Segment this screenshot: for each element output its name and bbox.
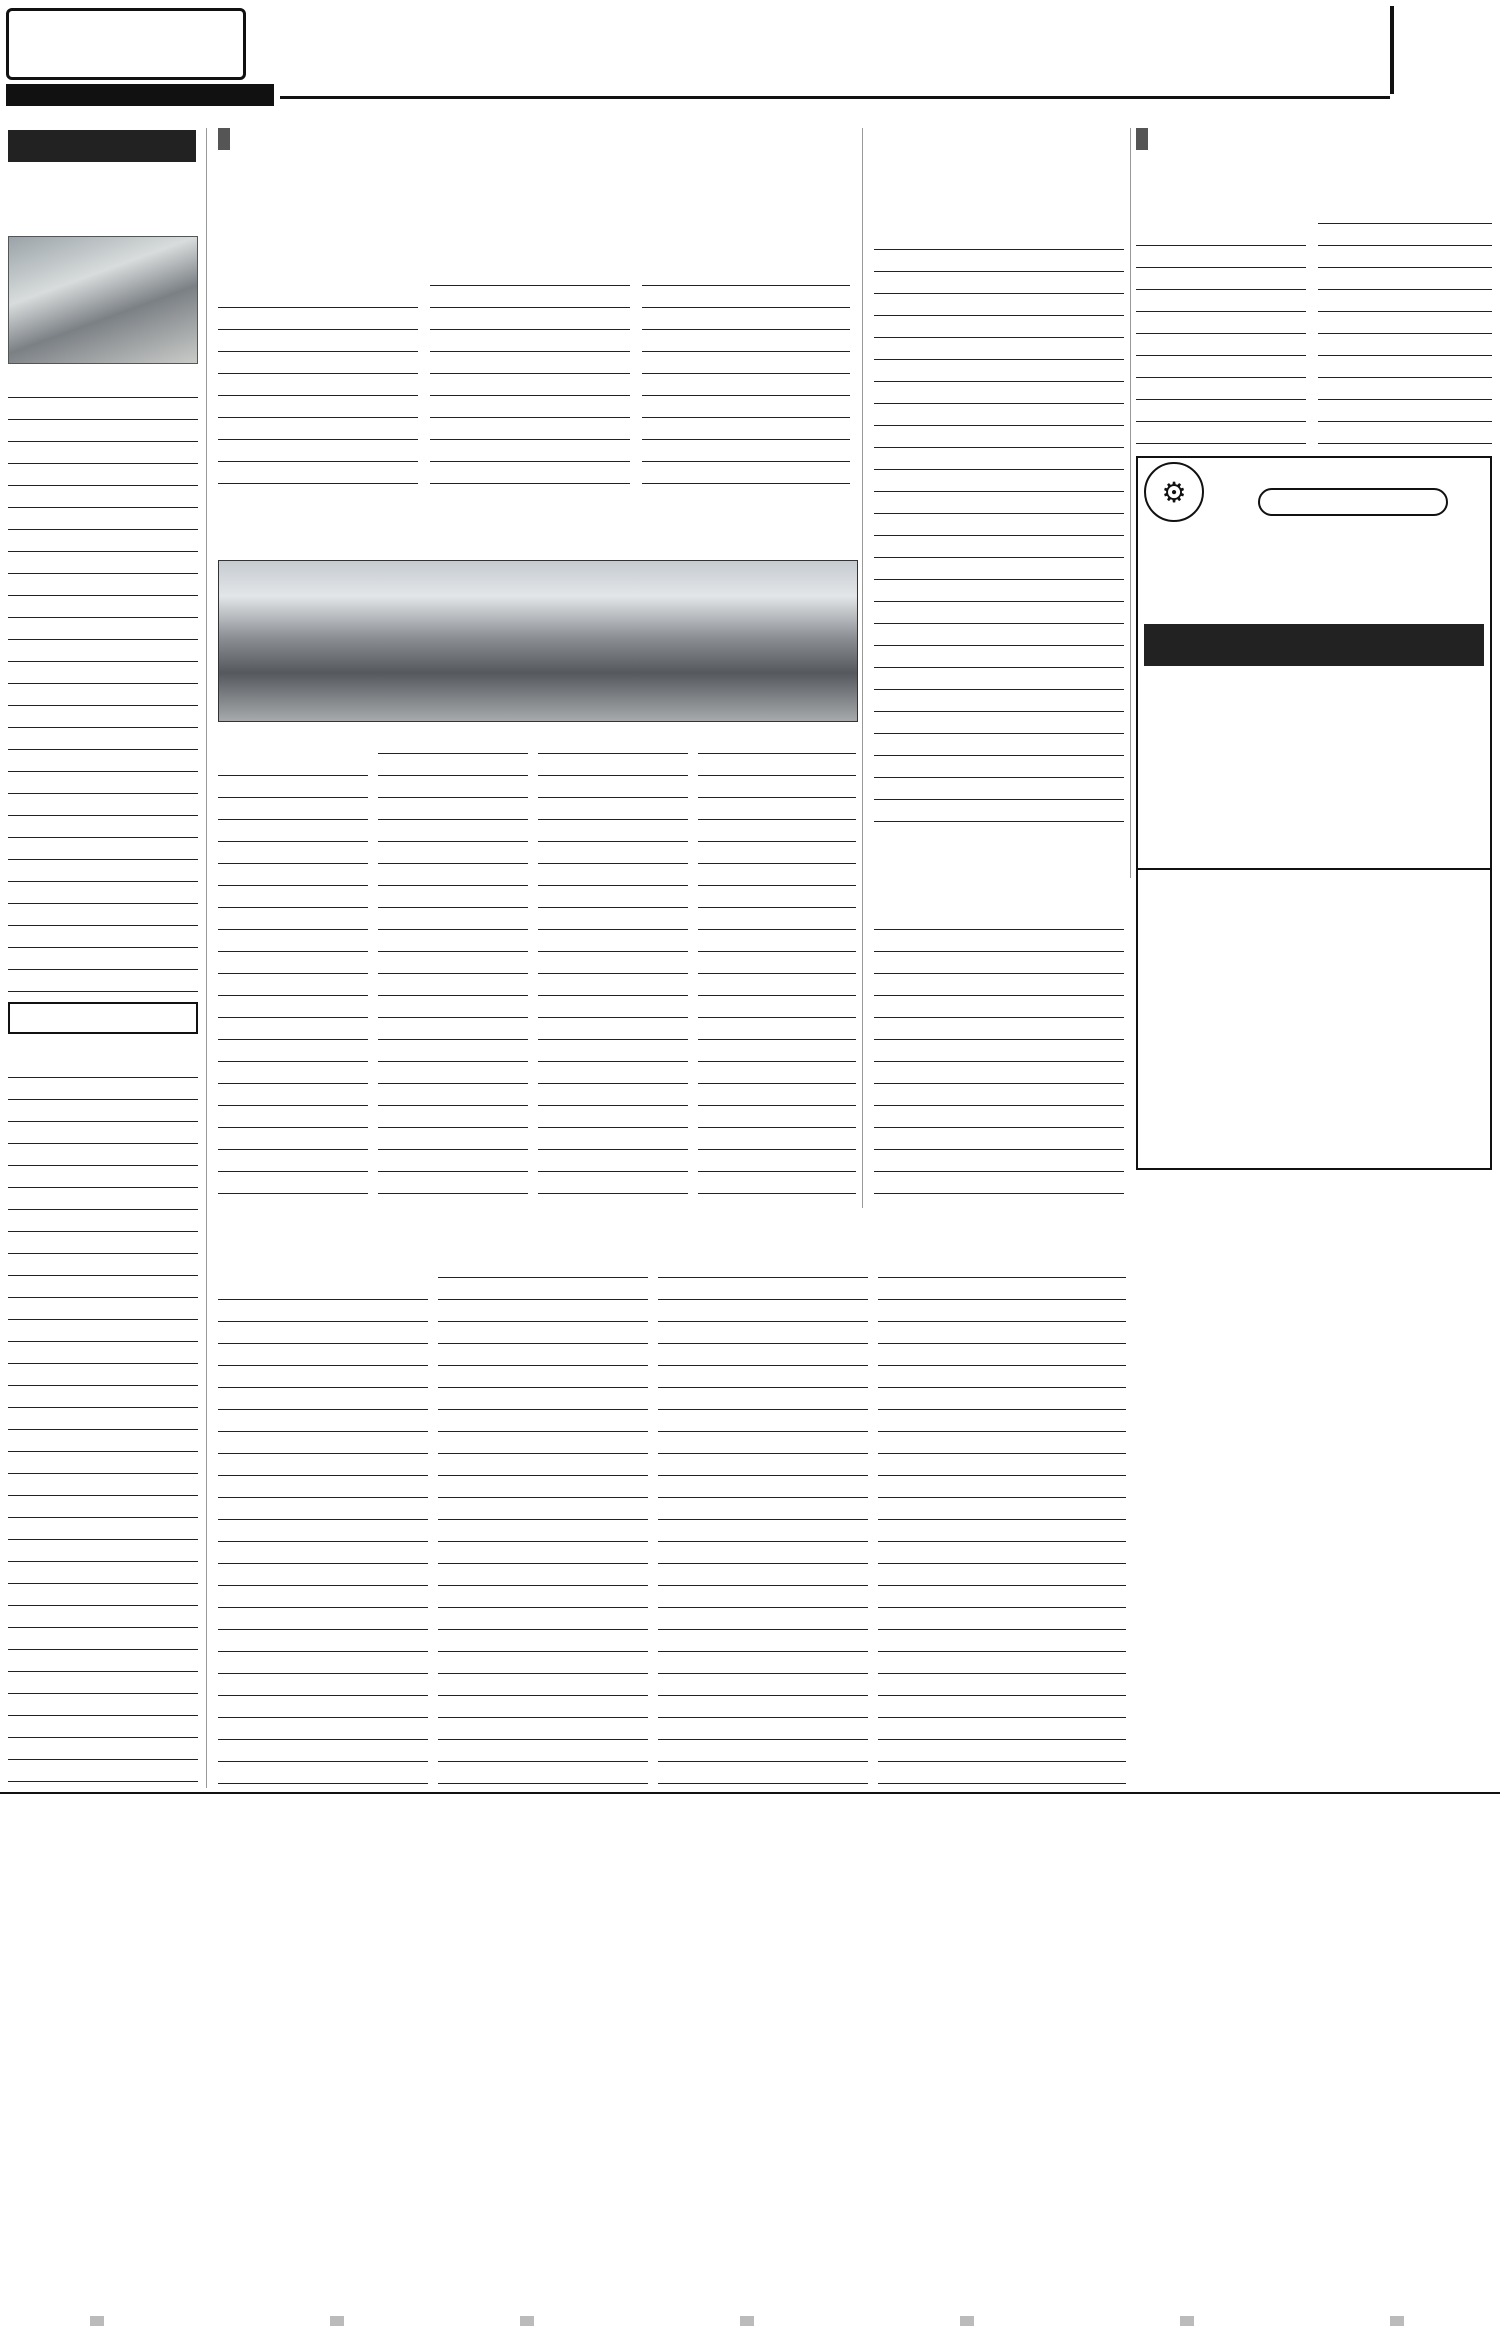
footer-mark	[740, 2316, 754, 2326]
cricket-kicker	[1136, 124, 1492, 154]
footer-mark	[330, 2316, 344, 2326]
notice-brand	[1258, 488, 1448, 516]
farmers-col4	[698, 750, 856, 1194]
footer-mark	[960, 2316, 974, 2326]
newspaper-logo	[6, 8, 246, 80]
rights-col2	[438, 1262, 648, 1784]
kicker-square-icon	[1136, 128, 1148, 150]
cricket-col2	[1318, 212, 1492, 444]
main-story-col2	[430, 284, 630, 484]
page-number	[1390, 6, 1494, 94]
district-notice	[1136, 456, 1492, 870]
rights-col1	[218, 1284, 428, 1784]
notice-bar	[1144, 624, 1484, 666]
government-emblem-icon: ⚙	[1144, 462, 1204, 522]
column-rule-1	[862, 128, 863, 1208]
rights-col4	[878, 1262, 1126, 1784]
sidebar-story1-photo	[8, 236, 198, 364]
rights-col3	[658, 1262, 868, 1784]
footer-mark	[520, 2316, 534, 2326]
sidebar-story2-body	[8, 1062, 198, 1782]
main-story-kicker	[218, 124, 698, 154]
terms-and-conditions	[756, 2006, 1494, 2008]
farmers-col2	[378, 750, 528, 1194]
column-rule-2	[1130, 128, 1131, 878]
footer-mark	[1390, 2316, 1404, 2326]
footer-mark	[90, 2316, 104, 2326]
tender-rule	[0, 1792, 1500, 1794]
footer-strip	[0, 2312, 1500, 2328]
kicker-square-icon	[218, 128, 230, 150]
notice-continuation	[1136, 870, 1492, 1170]
career-body	[874, 922, 1124, 1194]
farewell-body	[874, 230, 1124, 822]
masthead	[0, 0, 1500, 110]
sidebar-header	[8, 130, 196, 162]
cricket-col1	[1136, 234, 1306, 444]
footer-mark	[1180, 2316, 1194, 2326]
farmers-col1	[218, 772, 368, 1194]
notice-brand-top	[1258, 462, 1448, 486]
farmers-photo	[218, 560, 858, 722]
dateline	[6, 84, 274, 106]
masthead-rule	[280, 96, 1390, 99]
main-story-col3	[642, 284, 850, 484]
sidebar-story1-body	[8, 394, 198, 992]
main-story-col1	[218, 306, 418, 484]
sidebar-story2-title	[8, 1002, 198, 1034]
sidebar-rule	[206, 128, 207, 1788]
farmers-col3	[538, 750, 688, 1194]
